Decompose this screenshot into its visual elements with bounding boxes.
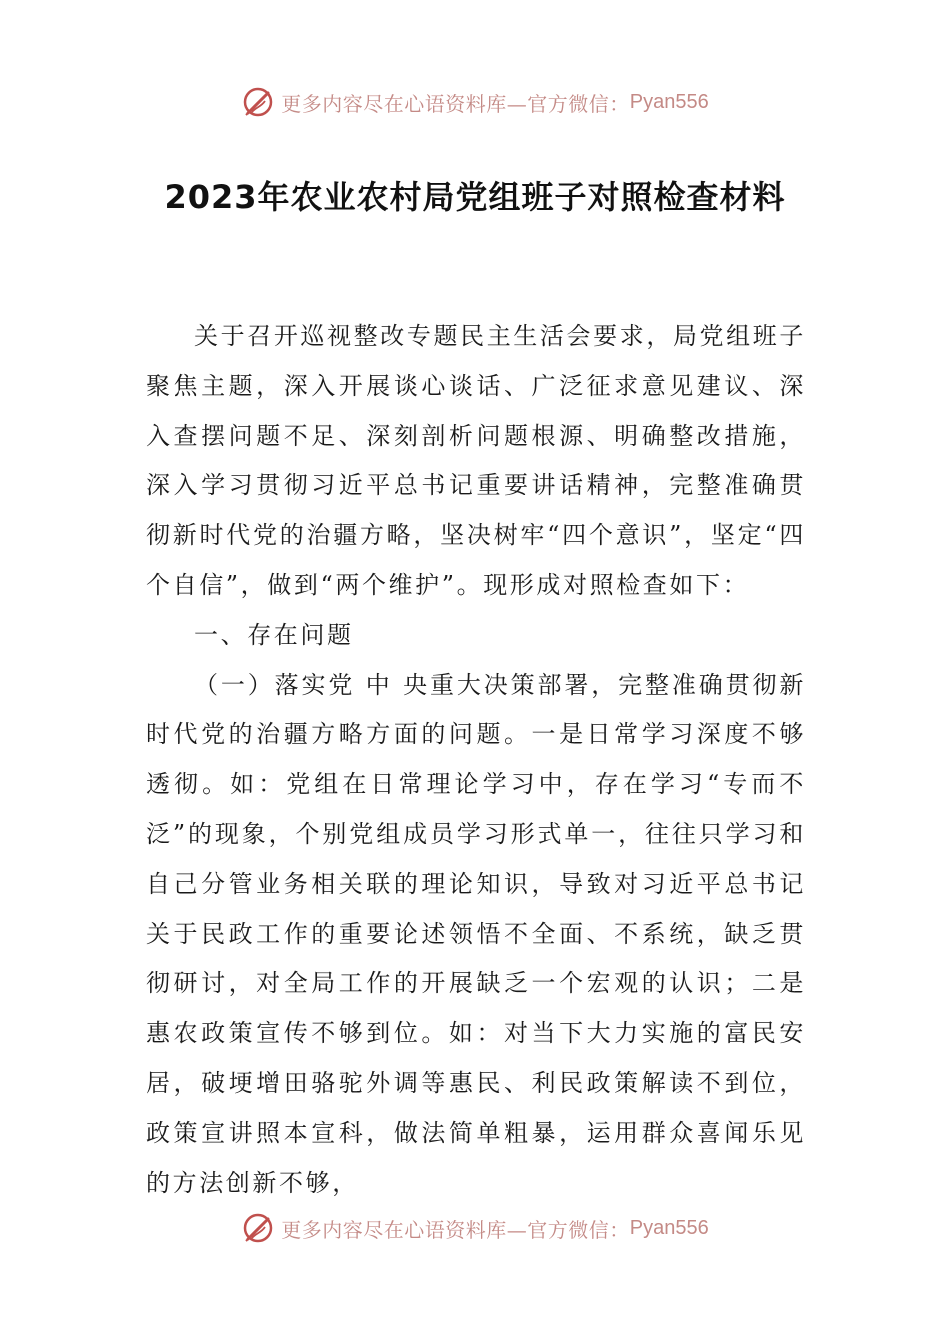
pen-logo-icon [241,1211,275,1245]
header-wechat-id: Pyan556 [629,90,709,113]
footer-banner [0,1208,950,1248]
document-title: 2023年农业农村局党组班子对照检查材料 [164,178,786,216]
pen-logo-icon [241,85,275,119]
header-banner-text: 更多内容尽在心语资料库—官方微信： [281,91,630,116]
document-body [146,312,806,1208]
intro-paragraph: 关于召开巡视整改专题民主生活会要求，局党组班子聚焦主题，深入开展谈心谈话、广泛征求意见建议、深入查摆问题不足、深刻剖析问题根源、明确整改措施，深入学习贯彻习近平总书记重要讲话精神，完整准确贯彻新时代党的治疆方略，坚决树牢“四个意识”，坚定“四个自信”，做到“两个维护”。现形成对照检查如下： [146,322,806,599]
footer-banner-text: 更多内容尽在心语资料库—官方微信： [281,1217,630,1242]
header-banner [0,82,950,122]
issue-paragraph: （一）落实党 中 央重大决策部署，完整准确贯彻新时代党的治疆方略方面的问题。一是日常学习深度不够透彻。如：党组在日常理论学习中，存在学习“专而不泛”的现象，个别党组成员学习形式单一，往往只学习和自己分管业务相关联的理论知识，导致对习近平总书记关于民政工作的重要论述领悟不全面、不系统，缺乏贯彻研讨，对全局工作的开展缺乏一个宏观的认识；二是惠农政策宣传不够到位。如：对当下大力实施的富民安居，破埂增田骆驼外调等惠民、利民政策解读不到位，政策宣讲照本宣科，做法简单粗暴，运用群众喜闻乐见的方法创新不够， [146,670,806,1197]
section-heading: 一、存在问题 [194,620,354,649]
footer-wechat-id: Pyan556 [629,1216,709,1239]
